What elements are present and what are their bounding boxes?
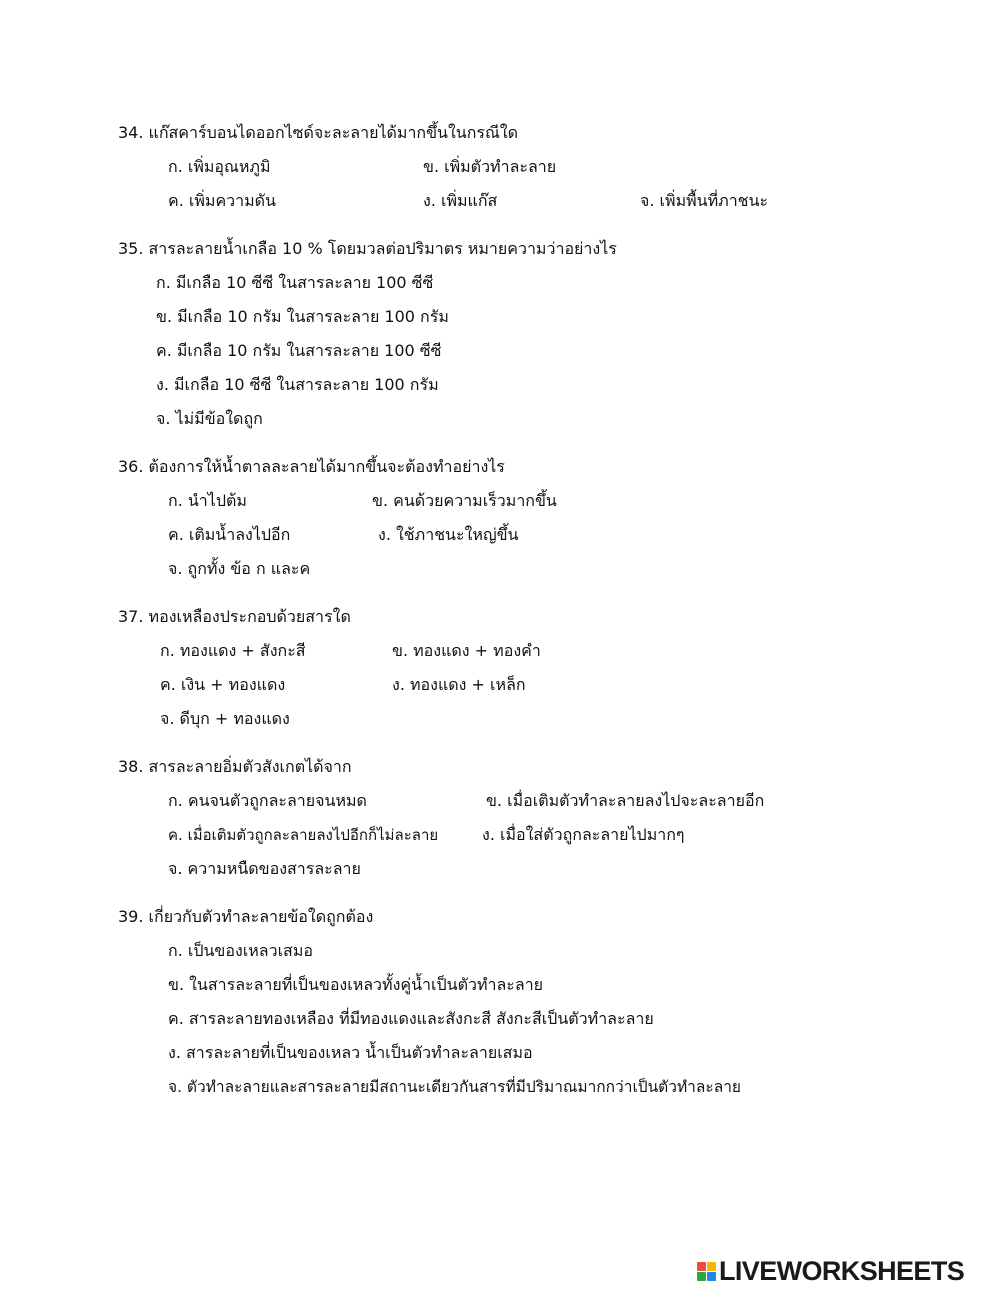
question-37-option-e[interactable]: จ. ดีบุก + ทองแดง [160,709,290,728]
question-35-option-e[interactable]: จ. ไม่มีข้อใดถูก [156,409,263,428]
question-36-option-e[interactable]: จ. ถูกทั้ง ข้อ ก และค [168,559,311,578]
liveworksheets-logo [697,1256,997,1286]
question-37-option-a[interactable]: ก. ทองแดง + สังกะสี [160,641,306,660]
question-34-option-e[interactable]: จ. เพิ่มพื้นที่ภาชนะ [640,191,769,210]
question-38-option-a[interactable]: ก. คนจนตัวถูกละลายจนหมด [168,791,367,810]
question-37-option-b[interactable]: ข. ทองแดง + ทองคำ [392,641,541,660]
logo-square-blue [707,1272,716,1281]
logo-square-green [697,1272,706,1281]
question-37-option-c[interactable]: ค. เงิน + ทองแดง [160,675,286,694]
question-36-option-a[interactable]: ก. นำไปต้ม [168,491,247,510]
question-39-option-d[interactable]: ง. สารละลายที่เป็นของเหลว น้ำเป็นตัวทำละลายเสมอ [168,1043,533,1062]
question-34-stem: 34. แก๊สคาร์บอนไดออกไซด์จะละลายได้มากขึ้นในกรณีใด [118,123,519,142]
question-37-stem: 37. ทองเหลืองประกอบด้วยสารใด [118,607,351,626]
logo-square-yellow [707,1262,716,1271]
question-35-option-d[interactable]: ง. มีเกลือ 10 ซีซี ในสารละลาย 100 กรัม [156,375,439,394]
question-35-option-a[interactable]: ก. มีเกลือ 10 ซีซี ในสารละลาย 100 ซีซี [156,273,434,292]
question-38-option-c[interactable]: ค. เมื่อเติมตัวถูกละลายลงไปอีกก็ไม่ละลาย [168,826,439,844]
question-36-option-b[interactable]: ข. คนด้วยความเร็วมากขึ้น [372,491,557,510]
logo-square-red [697,1262,706,1271]
question-36-option-d[interactable]: ง. ใช้ภาชนะใหญ่ขึ้น [378,525,519,544]
question-39-option-a[interactable]: ก. เป็นของเหลวเสมอ [168,941,313,960]
question-34-option-b[interactable]: ข. เพิ่มตัวทำละลาย [423,157,557,176]
question-34-option-a[interactable]: ก. เพิ่มอุณหภูมิ [168,157,271,176]
question-36-stem: 36. ต้องการให้น้ำตาลละลายได้มากขึ้นจะต้องทำอย่างไร [118,457,505,476]
question-39-stem: 39. เกี่ยวกับตัวทำละลายข้อใดถูกต้อง [118,907,374,926]
logo-text: LIVEWORKSHEETS [719,1256,965,1286]
question-39-option-c[interactable]: ค. สารละลายทองเหลือง ที่มีทองแดงและสังกะสี สังกะสีเป็นตัวทำละลาย [168,1009,654,1028]
question-39-option-b[interactable]: ข. ในสารละลายที่เป็นของเหลวทั้งคู่น้ำเป็นตัวทำละลาย [168,975,544,994]
question-39-option-e[interactable]: จ. ตัวทำละลายและสารละลายมีสถานะเดียวกันสารที่มีปริมาณมากกว่าเป็นตัวทำละลาย [168,1078,741,1096]
question-38-option-b[interactable]: ข. เมื่อเติมตัวทำละลายลงไปจะละลายอีก [486,791,765,810]
question-38-stem: 38. สารละลายอิ่มตัวสังเกตได้จาก [118,757,352,776]
question-36-option-c[interactable]: ค. เติมน้ำลงไปอีก [168,525,291,544]
question-35-option-c[interactable]: ค. มีเกลือ 10 กรัม ในสารละลาย 100 ซีซี [156,341,442,360]
question-35-stem: 35. สารละลายน้ำเกลือ 10 % โดยมวลต่อปริมาตร หมายความว่าอย่างไร [118,239,617,258]
logo-squares-icon [697,1262,716,1281]
question-35-option-b[interactable]: ข. มีเกลือ 10 กรัม ในสารละลาย 100 กรัม [156,307,449,326]
question-38-option-d[interactable]: ง. เมื่อใส่ตัวถูกละลายไปมากๆ [482,825,685,844]
question-34-option-d[interactable]: ง. เพิ่มแก๊ส [423,191,498,210]
question-34-option-c[interactable]: ค. เพิ่มความดัน [168,191,276,210]
question-37-option-d[interactable]: ง. ทองแดง + เหล็ก [392,675,526,694]
question-38-option-e[interactable]: จ. ความหนืดของสารละลาย [168,859,361,878]
